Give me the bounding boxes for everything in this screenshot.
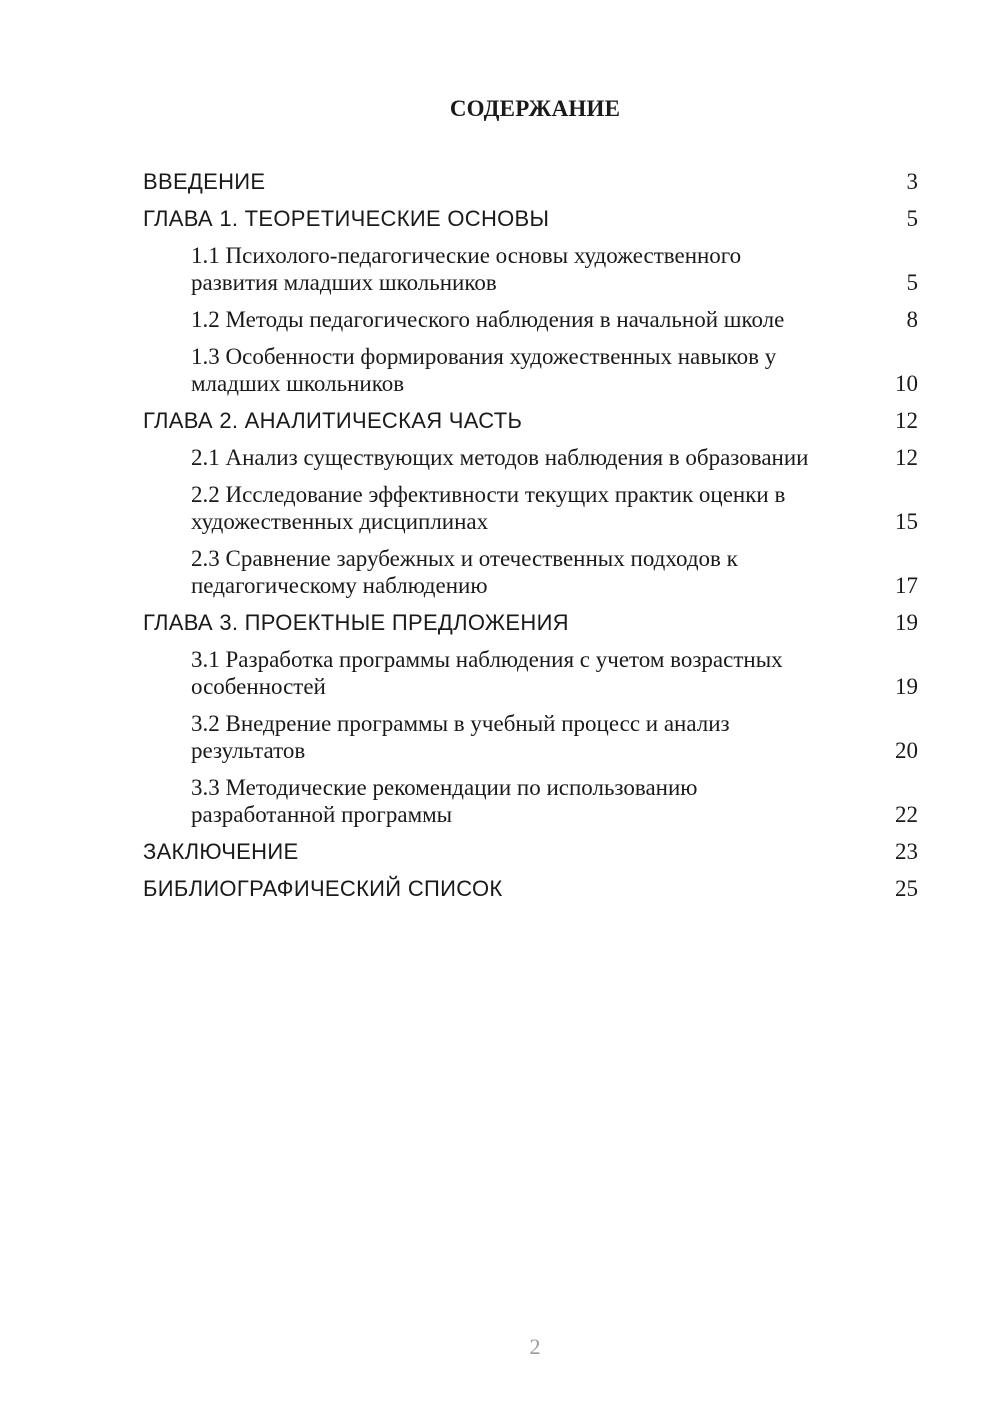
table-of-contents bbox=[143, 168, 918, 902]
toc-entry-section-3-3[interactable] bbox=[143, 774, 918, 828]
toc-entry-title: ВВЕДЕНИЕ bbox=[143, 169, 266, 194]
toc-entry-page: 3 bbox=[906, 169, 918, 194]
toc-entry-title: 1.2 Методы педагогического наблюдения в начальной школе bbox=[191, 307, 785, 332]
toc-entry-title: 2.3 Сравнение зарубежных и отечественных подходов к педагогическому наблюдению bbox=[191, 546, 738, 598]
toc-entry-page: 17 bbox=[895, 573, 918, 598]
toc-entry-title: 1.1 Психолого-педагогические основы художественного развития младших школьников bbox=[191, 243, 742, 295]
toc-entry-section-2-3[interactable] bbox=[143, 545, 918, 599]
page-number: 2 bbox=[529, 1334, 541, 1359]
toc-entry-title: ГЛАВА 2. АНАЛИТИЧЕСКАЯ ЧАСТЬ bbox=[143, 408, 523, 433]
toc-entry-page: 5 bbox=[906, 206, 918, 231]
toc-entry-page: 23 bbox=[895, 839, 918, 864]
toc-entry-title: 2.1 Анализ существующих методов наблюдения в образовании bbox=[191, 445, 809, 470]
toc-entry-page: 5 bbox=[906, 270, 918, 295]
toc-entry-section-1-2[interactable] bbox=[143, 306, 918, 333]
toc-entry-page: 12 bbox=[895, 408, 918, 433]
toc-entry-conclusion[interactable] bbox=[143, 838, 918, 865]
toc-entry-chapter-3[interactable] bbox=[143, 609, 918, 636]
toc-entry-section-1-1[interactable] bbox=[143, 242, 918, 296]
toc-entry-title: ГЛАВА 3. ПРОЕКТНЫЕ ПРЕДЛОЖЕНИЯ bbox=[143, 610, 569, 635]
toc-entry-title: ЗАКЛЮЧЕНИЕ bbox=[143, 839, 299, 864]
toc-entry-section-2-2[interactable] bbox=[143, 481, 918, 535]
toc-entry-title: 3.2 Внедрение программы в учебный процесс и анализ результатов bbox=[191, 711, 730, 763]
toc-entry-introduction[interactable] bbox=[143, 168, 918, 195]
page-title: СОДЕРЖАНИЕ bbox=[449, 96, 621, 121]
toc-entry-section-1-3[interactable] bbox=[143, 343, 918, 397]
toc-entry-title: БИБЛИОГРАФИЧЕСКИЙ СПИСОК bbox=[143, 876, 503, 901]
toc-entry-page: 19 bbox=[895, 610, 918, 635]
toc-entry-title: 2.2 Исследование эффективности текущих практик оценки в художественных дисциплинах bbox=[191, 482, 786, 534]
toc-entry-section-3-2[interactable] bbox=[143, 710, 918, 764]
toc-entry-chapter-1[interactable] bbox=[143, 205, 918, 232]
toc-entry-title: 3.1 Разработка программы наблюдения с учетом возрастных особенностей bbox=[191, 647, 783, 699]
toc-entry-page: 22 bbox=[895, 802, 918, 827]
toc-entry-page: 20 bbox=[895, 738, 918, 763]
toc-entry-section-2-1[interactable] bbox=[143, 444, 918, 471]
toc-entry-page: 8 bbox=[906, 307, 918, 332]
toc-entry-page: 15 bbox=[895, 509, 918, 534]
toc-entry-page: 19 bbox=[895, 674, 918, 699]
toc-entry-title: 3.3 Методические рекомендации по использованию разработанной программы bbox=[191, 775, 698, 827]
toc-entry-title: ГЛАВА 1. ТЕОРЕТИЧЕСКИЕ ОСНОВЫ bbox=[143, 206, 550, 231]
toc-entry-page: 10 bbox=[895, 371, 918, 396]
toc-entry-bibliography[interactable] bbox=[143, 875, 918, 902]
toc-entry-chapter-2[interactable] bbox=[143, 407, 918, 434]
toc-entry-page: 25 bbox=[895, 876, 918, 901]
toc-entry-section-3-1[interactable] bbox=[143, 646, 918, 700]
toc-entry-page: 12 bbox=[895, 445, 918, 470]
toc-entry-title: 1.3 Особенности формирования художественных навыков у младших школьников bbox=[191, 344, 777, 396]
